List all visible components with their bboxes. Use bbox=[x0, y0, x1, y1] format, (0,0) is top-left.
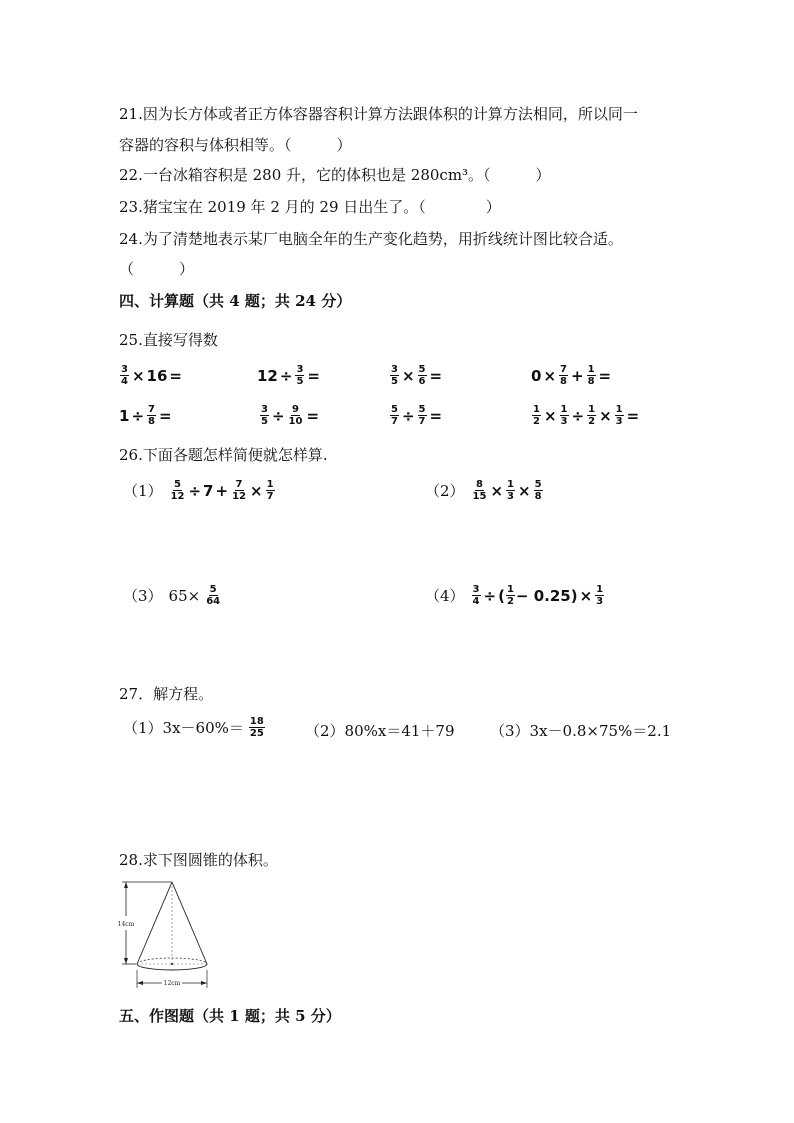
q27-title: 27．解方程。 bbox=[119, 685, 214, 703]
cone-right-side bbox=[172, 882, 207, 964]
fraction: $\frac{3}{4}$ bbox=[472, 584, 480, 607]
section-4-heading: 四、计算题（共 4 题；共 24 分） bbox=[119, 292, 352, 310]
fraction: $\frac{1}{7}$ bbox=[266, 479, 274, 502]
fraction: $\frac{9}{10}$ bbox=[288, 404, 303, 427]
q26-problem-3: （3） 65× $\frac{5}{64}$ bbox=[123, 584, 221, 607]
q26-problem-2: （2） $\frac{8}{15}$ × $\frac{1}{3}$ × $\frac{5}{8}$ bbox=[425, 479, 542, 502]
fraction: $\frac{1}{3}$ bbox=[507, 479, 515, 502]
fraction: $\frac{5}{64}$ bbox=[206, 584, 221, 607]
height-label: 14cm bbox=[117, 921, 135, 928]
q25-r2c1: 1 ÷ $\frac{7}{8}$ = bbox=[119, 404, 172, 427]
fraction: $\frac{5}{7}$ bbox=[418, 404, 426, 427]
q25-r1c1: $\frac{3}{4}$ × 16 = bbox=[121, 364, 182, 387]
arrow-up-icon bbox=[124, 882, 128, 888]
fraction: $\frac{1}{2}$ bbox=[588, 404, 596, 427]
fraction: $\frac{1}{3}$ bbox=[596, 584, 604, 607]
diameter-label: 12cm bbox=[163, 980, 181, 987]
q25-r2c2: $\frac{3}{5}$ ÷ $\frac{9}{10}$ = bbox=[261, 404, 320, 427]
q21-line2: 容器的容积与体积相等。（ ） bbox=[119, 136, 352, 154]
q26-problem-1: （1） $\frac{5}{12}$ ÷ 7 + $\frac{7}{12}$ × $\frac{1}{7}$ bbox=[123, 479, 274, 502]
fraction: $\frac{5}{6}$ bbox=[418, 364, 426, 387]
fraction: $\frac{7}{8}$ bbox=[560, 364, 567, 387]
fraction: $\frac{5}{12}$ bbox=[170, 479, 185, 502]
q25-title: 25.直接写得数 bbox=[119, 331, 218, 349]
fraction: $\frac{5}{8}$ bbox=[534, 479, 542, 502]
q25-r1c4: 0 × $\frac{7}{8}$ + $\frac{1}{8}$ = bbox=[531, 364, 612, 387]
q27-equation-1: （1）3x－60%＝ $\frac{18}{25}$ bbox=[123, 716, 264, 739]
fraction: $\frac{3}{4}$ bbox=[121, 364, 128, 387]
fraction: $\frac{1}{3}$ bbox=[560, 404, 568, 427]
fraction: $\frac{1}{8}$ bbox=[587, 364, 595, 387]
fraction: $\frac{1}{2}$ bbox=[506, 584, 514, 607]
q21-line1: 21.因为长方体或者正方体容器容积计算方法跟体积的计算方法相同，所以同一 bbox=[119, 105, 638, 123]
cone-figure bbox=[112, 876, 212, 991]
arrow-left-icon bbox=[137, 981, 143, 985]
fraction: $\frac{7}{12}$ bbox=[232, 479, 246, 502]
arrow-right-icon bbox=[201, 981, 207, 985]
q24-line1: 24.为了清楚地表示某厂电脑全年的生产变化趋势，用折线统计图比较合适。 bbox=[119, 230, 623, 248]
q27-equation-2: （2）80%x＝41＋79 bbox=[305, 722, 455, 740]
fraction: $\frac{3}{5}$ bbox=[391, 364, 398, 387]
fraction: $\frac{1}{3}$ bbox=[615, 404, 623, 427]
q22-text: 22.一台冰箱容积是 280 升，它的体积也是 280cm³。（ ） bbox=[119, 166, 551, 184]
q23-text: 23.猪宝宝在 2019 年 2 月的 29 日出生了。（ ） bbox=[119, 198, 501, 216]
q26-title: 26.下面各题怎样简便就怎样算. bbox=[119, 446, 328, 464]
base-center-dot bbox=[171, 963, 173, 965]
section-5-heading: 五、作图题（共 1 题；共 5 分） bbox=[119, 1007, 341, 1025]
q25-r2c4: $\frac{1}{2}$ × $\frac{1}{3}$ ÷ $\frac{1}{2}$ × $\frac{1}{3}$ = bbox=[533, 404, 640, 427]
fraction: $\frac{3}{5}$ bbox=[296, 364, 304, 387]
fraction: $\frac{18}{25}$ bbox=[249, 716, 264, 739]
fraction: $\frac{3}{5}$ bbox=[261, 404, 268, 427]
cone-left-side bbox=[137, 882, 172, 964]
fraction: $\frac{5}{7}$ bbox=[391, 404, 398, 427]
cone-diagram bbox=[112, 876, 212, 991]
q26-problem-4: （4） $\frac{3}{4}$ ÷ ( $\frac{1}{2}$ − 0.25) × $\frac{1}{3}$ bbox=[425, 584, 604, 607]
fraction: $\frac{1}{2}$ bbox=[533, 404, 540, 427]
q25-r2c3: $\frac{5}{7}$ ÷ $\frac{5}{7}$ = bbox=[391, 404, 443, 427]
fraction: $\frac{8}{15}$ bbox=[472, 479, 487, 502]
fraction: $\frac{7}{8}$ bbox=[148, 404, 155, 427]
arrow-down-icon bbox=[124, 958, 128, 964]
q27-equation-3: （3）3x－0.8×75%＝2.1 bbox=[490, 722, 672, 740]
q25-r1c3: $\frac{3}{5}$ × $\frac{5}{6}$ = bbox=[391, 364, 443, 387]
q24-line2: （ ） bbox=[119, 260, 195, 278]
q28-title: 28.求下图圆锥的体积。 bbox=[119, 851, 278, 869]
q25-r1c2: 12 ÷ $\frac{3}{5}$ = bbox=[257, 364, 320, 387]
